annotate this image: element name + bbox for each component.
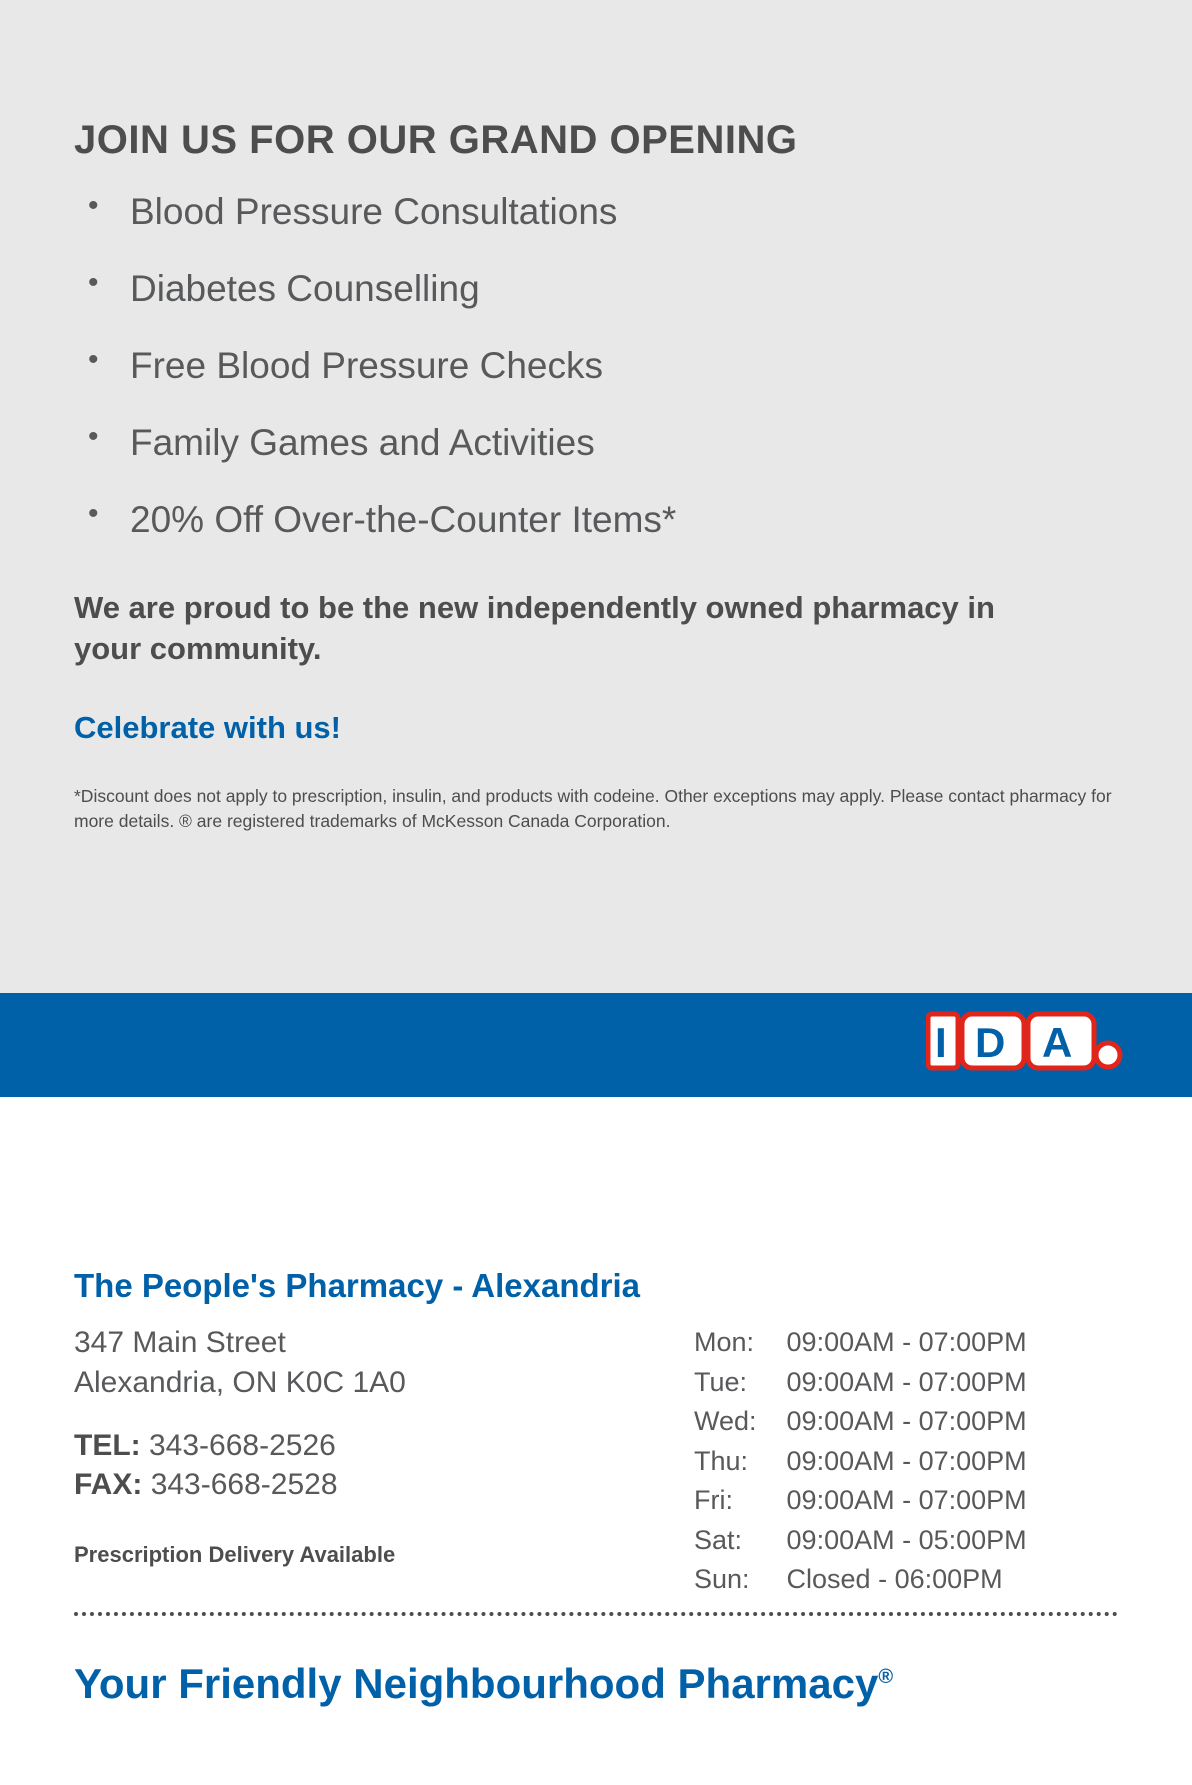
store-contact-column [74, 1323, 694, 1602]
hours-day: Mon: [694, 1327, 755, 1357]
telephone-number: 343-668-2526 [149, 1429, 336, 1463]
table-row [694, 1325, 1027, 1365]
hours-time: 09:00AM - 07:00PM [786, 1327, 1027, 1357]
table-row [694, 1444, 1027, 1484]
telephone-label: TEL: [74, 1429, 141, 1463]
table-row [694, 1523, 1027, 1563]
store-name: The People's Pharmacy - Alexandria [74, 1267, 641, 1304]
hours-day: Wed: [694, 1406, 757, 1437]
hours-time: Closed - 06:00PM [786, 1564, 1003, 1595]
tagline-text: Your Friendly Neighbourhood Pharmacy [74, 1659, 879, 1707]
svg-text:I: I [935, 1019, 947, 1066]
list-item: • Blood Pressure Consultations [74, 193, 1118, 230]
hours-time: 09:00AM - 07:00PM [786, 1406, 1027, 1437]
svg-text:A: A [1042, 1019, 1073, 1066]
delivery-note: Prescription Delivery Available [74, 1541, 396, 1567]
hours-table [694, 1325, 1027, 1602]
list-item: • Diabetes Counselling [74, 270, 1118, 307]
hours-day: Sun: [694, 1564, 750, 1595]
page-title: JOIN US FOR OUR GRAND OPENING [74, 118, 798, 162]
fax-label: FAX: [74, 1467, 143, 1501]
divider [74, 1612, 1118, 1616]
telephone-line [74, 1427, 694, 1465]
table-row [694, 1404, 1027, 1444]
fax-number: 343-668-2528 [150, 1467, 338, 1501]
disclaimer-text: *Discount does not apply to prescription, insulin, and products with codeine. Other exceptions may apply. Please contact pharmacy for more details. ® are registered trademarks of McKesson Canada Corporation. [74, 785, 1112, 832]
contact-block [74, 1427, 694, 1504]
footer-tagline [0, 1660, 1192, 1708]
table-row [694, 1483, 1027, 1523]
hours-day: Sat: [694, 1524, 743, 1555]
ida-logo-icon [926, 1007, 1124, 1075]
brand-band [0, 993, 1192, 1097]
celebrate-callout: Celebrate with us! [74, 709, 341, 745]
hours-day: Thu: [694, 1445, 749, 1476]
svg-text:D: D [975, 1019, 1006, 1066]
store-info-section [0, 1097, 1192, 1602]
list-item: • 20% Off Over-the-Counter Items* [74, 501, 1118, 538]
table-row [694, 1562, 1027, 1602]
promo-services-list [74, 193, 1118, 538]
fax-line [74, 1466, 694, 1504]
address-line-1: 347 Main Street [74, 1326, 286, 1359]
hours-day: Fri: [694, 1485, 733, 1516]
registered-mark: ® [878, 1665, 894, 1688]
ownership-statement: We are proud to be the new independently owned pharmacy in your community. [74, 590, 995, 666]
list-item: • Family Games and Activities [74, 424, 1118, 461]
address-line-2: Alexandria, ON K0C 1A0 [74, 1365, 406, 1399]
hours-time: 09:00AM - 07:00PM [786, 1366, 1027, 1397]
table-row [694, 1365, 1027, 1405]
store-hours-column [694, 1323, 1118, 1602]
hours-day: Tue: [694, 1366, 748, 1397]
hours-time: 09:00AM - 07:00PM [786, 1485, 1027, 1516]
hours-time: 09:00AM - 07:00PM [786, 1445, 1027, 1476]
hours-time: 09:00AM - 05:00PM [786, 1524, 1027, 1555]
store-columns [74, 1323, 1118, 1602]
list-item: • Free Blood Pressure Checks [74, 347, 1118, 384]
